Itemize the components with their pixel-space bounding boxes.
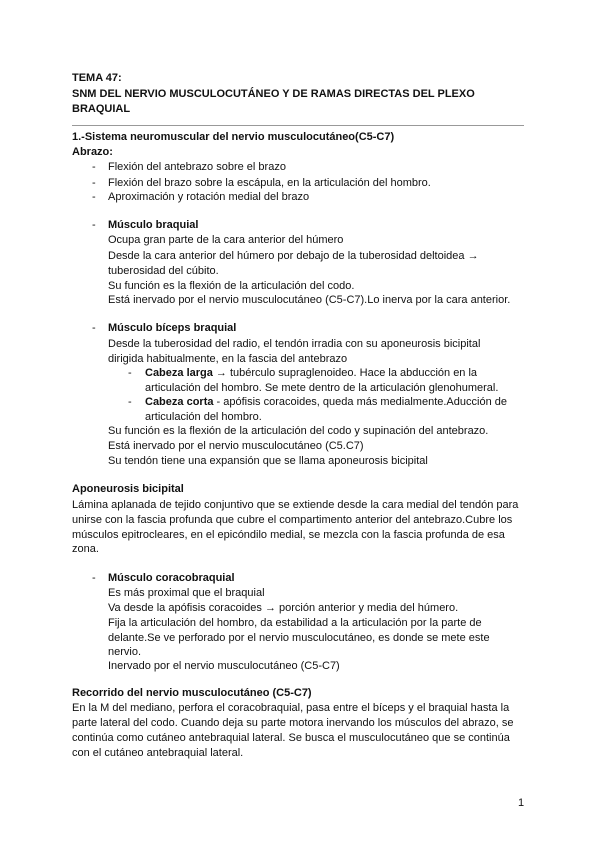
- paragraph-line: Su función es la flexión de la articulación del codo y supinación del antebrazo.: [108, 425, 489, 437]
- list-item: Flexión del brazo sobre la escápula, en la articulación del hombro.: [108, 177, 431, 189]
- paragraph-line: parte lateral del codo. Cuando deja su parte motora inervando los músculos del abrazo, se: [72, 717, 514, 729]
- bullet-marker: -: [92, 322, 96, 334]
- paragraph-line: articulación del hombro. Se mete dentro de la articulación glenohumeral.: [145, 382, 499, 394]
- bullet-marker: -: [92, 219, 96, 231]
- page-number: 1: [518, 797, 525, 809]
- biceps-head-item: [145, 366, 477, 380]
- subsection-title: Músculo coracobraquial: [108, 572, 235, 584]
- paragraph-line: zona.: [72, 543, 99, 555]
- paragraph-line: Está inervado por el nervio musculocutáneo (C5-C7).Lo inerva por la cara anterior.: [108, 294, 511, 306]
- paragraph-line: articulación del hombro.: [145, 411, 262, 423]
- paragraph-line: En la M del mediano, perfora el coracobraquial, pasa entre el bíceps y el braquial hasta la: [72, 702, 510, 714]
- subsection-title: Aponeurosis bicipital: [72, 483, 184, 495]
- document-title: TEMA 47:: [72, 72, 122, 84]
- paragraph-line: Lámina aplanada de tejido conjuntivo que se extiende desde la cara medial del tendón para: [72, 499, 519, 511]
- list-item: Aproximación y rotación medial del brazo: [108, 191, 310, 203]
- paragraph-line: Está inervado por el nervio musculocutáneo (C5.C7): [108, 440, 364, 452]
- subheading: Abrazo:: [72, 146, 113, 158]
- list-item: Flexión del antebrazo sobre el brazo: [108, 161, 286, 173]
- paragraph-line: Inervado por el nervio musculocutáneo (C5-C7): [108, 660, 340, 672]
- paragraph-line: dirigida habitualmente, en la fascia del antebrazo: [108, 353, 348, 365]
- biceps-head-text: → tubérculo supraglenoideo. Hace la abducción en la: [212, 367, 478, 379]
- paragraph-line: tuberosidad del cúbito.: [108, 265, 219, 277]
- paragraph-line: Desde la tuberosidad del radio, el tendón irradia con su aponeurosis bicipital: [108, 338, 481, 350]
- biceps-head-item: [145, 395, 507, 409]
- bullet-marker: -: [128, 396, 132, 408]
- paragraph-line: continúa como cutáneo antebraquial lateral. Se busca el musculocutáneo que se continúa: [72, 732, 510, 744]
- subsection-title: Recorrido del nervio musculocutáneo (C5-C7): [72, 687, 312, 699]
- paragraph-line: delante.Se ve perforado por el nervio musculocutáneo, es donde se mete este: [108, 632, 490, 644]
- paragraph-line: nervio.: [108, 646, 142, 658]
- paragraph-line: Va desde la apófisis coracoides → porción anterior y media del húmero.: [108, 602, 459, 614]
- biceps-head-text: - apófisis coracoides, queda más medialmente.Aducción de: [213, 396, 507, 408]
- paragraph-line: Fija la articulación del hombro, da estabilidad a la articulación por la parte de: [108, 617, 482, 629]
- paragraph-line: Ocupa gran parte de la cara anterior del húmero: [108, 234, 344, 246]
- bullet-marker: -: [92, 191, 96, 203]
- horizontal-rule: [72, 125, 524, 126]
- paragraph-line: con el cutáneo antebraquial lateral.: [72, 747, 244, 759]
- paragraph-line: Su tendón tiene una expansión que se llama aponeurosis bicipital: [108, 455, 428, 467]
- paragraph-line: Desde la cara anterior del húmero por debajo de la tuberosidad deltoidea →: [108, 250, 479, 262]
- biceps-head-label: Cabeza corta: [145, 396, 214, 408]
- bullet-marker: -: [128, 367, 132, 379]
- bullet-marker: -: [92, 177, 96, 189]
- document-title: BRAQUIAL: [72, 103, 131, 115]
- paragraph-line: Su función es la flexión de la articulación del codo.: [108, 280, 355, 292]
- paragraph-line: unirse con la fascia profunda que cubre el compartimento anterior del antebrazo.Cubre los: [72, 514, 513, 526]
- document-title: SNM DEL NERVIO MUSCULOCUTÁNEO Y DE RAMAS DIRECTAS DEL PLEXO: [72, 88, 475, 100]
- section-heading: 1.-Sistema neuromuscular del nervio musculocutáneo(C5-C7): [72, 131, 395, 143]
- subsection-title: Músculo braquial: [108, 219, 199, 231]
- paragraph-line: músculos epitrocleares, en el epicóndilo medial, se mezcla con la fascia profunda de esa: [72, 529, 505, 541]
- bullet-marker: -: [92, 572, 96, 584]
- subsection-title: Músculo bíceps braquial: [108, 322, 237, 334]
- paragraph-line: Es más proximal que el braquial: [108, 587, 265, 599]
- bullet-marker: -: [92, 161, 96, 173]
- biceps-head-label: Cabeza larga: [145, 367, 213, 379]
